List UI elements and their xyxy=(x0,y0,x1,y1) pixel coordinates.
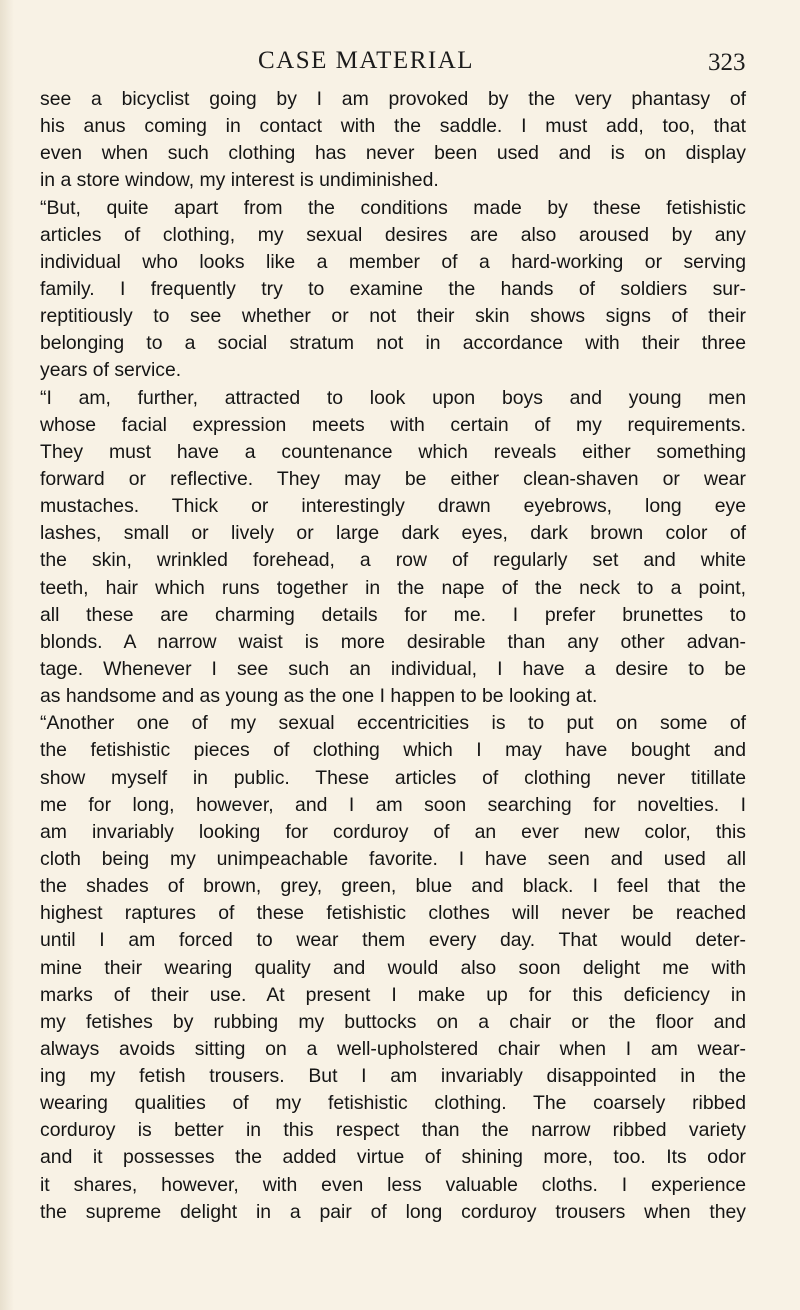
text-line: blonds. A narrow waist is more desirable than any other advan- xyxy=(40,630,746,653)
text-line: even when such clothing has never been used and is on display xyxy=(40,142,746,165)
text-line: teeth, hair which runs together in the nape of the neck to a point, xyxy=(40,576,746,599)
text-line: “Another one of my sexual eccentricities is to put on some of xyxy=(40,712,746,735)
text-line: the fetishistic pieces of clothing which I may have bought and xyxy=(40,739,746,762)
page-number: 323 xyxy=(708,49,746,76)
text-line: all these are charming details for me. I prefer brunettes to xyxy=(40,603,746,626)
text-line: see a bicyclist going by I am provoked by the very phantasy of xyxy=(40,88,746,110)
text-line: “But, quite apart from the conditions made by these fetishistic xyxy=(40,196,746,219)
binding-shadow xyxy=(0,0,14,1310)
text-line: individual who looks like a member of a hard-working or serving xyxy=(40,250,746,273)
text-line: wearing qualities of my fetishistic clothing. The coarsely ribbed xyxy=(40,1092,746,1115)
text-line: always avoids sitting on a well-upholstered chair when I am wear- xyxy=(40,1037,746,1060)
text-line: lashes, small or lively or large dark eyes, dark brown color of xyxy=(40,522,746,545)
text-line: mustaches. Thick or interestingly drawn eyebrows, long eye xyxy=(40,495,746,518)
text-line: as handsome and as young as the one I happen to be looking at. xyxy=(40,685,598,708)
text-line: They must have a countenance which reveals either something xyxy=(40,440,746,463)
text-line: the shades of brown, grey, green, blue and black. I feel that the xyxy=(40,875,746,898)
running-head: CASE MATERIAL xyxy=(258,47,475,74)
text-line: his anus coming in contact with the saddle. I must add, too, that xyxy=(40,115,746,138)
page-header xyxy=(0,47,800,87)
text-line: articles of clothing, my sexual desires are also aroused by any xyxy=(40,223,746,246)
text-line: in a store window, my interest is undiminished. xyxy=(40,169,439,192)
body-text xyxy=(40,86,746,1226)
text-line: ing my fetish trousers. But I am invariably disappointed in the xyxy=(40,1065,746,1088)
text-line: the supreme delight in a pair of long corduroy trousers when they xyxy=(40,1200,746,1223)
text-line: it shares, however, with even less valuable cloths. I experience xyxy=(40,1173,746,1196)
text-line: me for long, however, and I am soon searching for novelties. I xyxy=(40,793,746,816)
text-line: corduroy is better in this respect than the narrow ribbed variety xyxy=(40,1119,746,1142)
text-line: years of service. xyxy=(40,359,182,382)
text-line: mine their wearing quality and would also soon delight me with xyxy=(40,956,746,979)
text-line: am invariably looking for corduroy of an ever new color, this xyxy=(40,820,746,843)
text-line: “I am, further, attracted to look upon boys and young men xyxy=(40,386,746,409)
text-line: belonging to a social stratum not in accordance with their three xyxy=(40,332,746,355)
text-line: tage. Whenever I see such an individual, I have a desire to be xyxy=(40,657,746,680)
text-line: until I am forced to wear them every day. That would deter- xyxy=(40,929,746,952)
text-line: family. I frequently try to examine the hands of soldiers sur- xyxy=(40,277,746,300)
text-line: and it possesses the added virtue of shining more, too. Its odor xyxy=(40,1146,746,1169)
text-line: marks of their use. At present I make up for this deficiency in xyxy=(40,983,746,1006)
text-line: forward or reflective. They may be either clean-shaven or wear xyxy=(40,467,746,490)
text-line: cloth being my unimpeachable favorite. I have seen and used all xyxy=(40,847,746,870)
text-line: show myself in public. These articles of clothing never titillate xyxy=(40,766,746,789)
text-line: whose facial expression meets with certain of my requirements. xyxy=(40,413,746,436)
text-line: highest raptures of these fetishistic clothes will never be reached xyxy=(40,902,746,925)
text-line: the skin, wrinkled forehead, a row of regularly set and white xyxy=(40,549,746,572)
text-line: my fetishes by rubbing my buttocks on a chair or the floor and xyxy=(40,1010,746,1033)
text-line: reptitiously to see whether or not their skin shows signs of their xyxy=(40,305,746,328)
